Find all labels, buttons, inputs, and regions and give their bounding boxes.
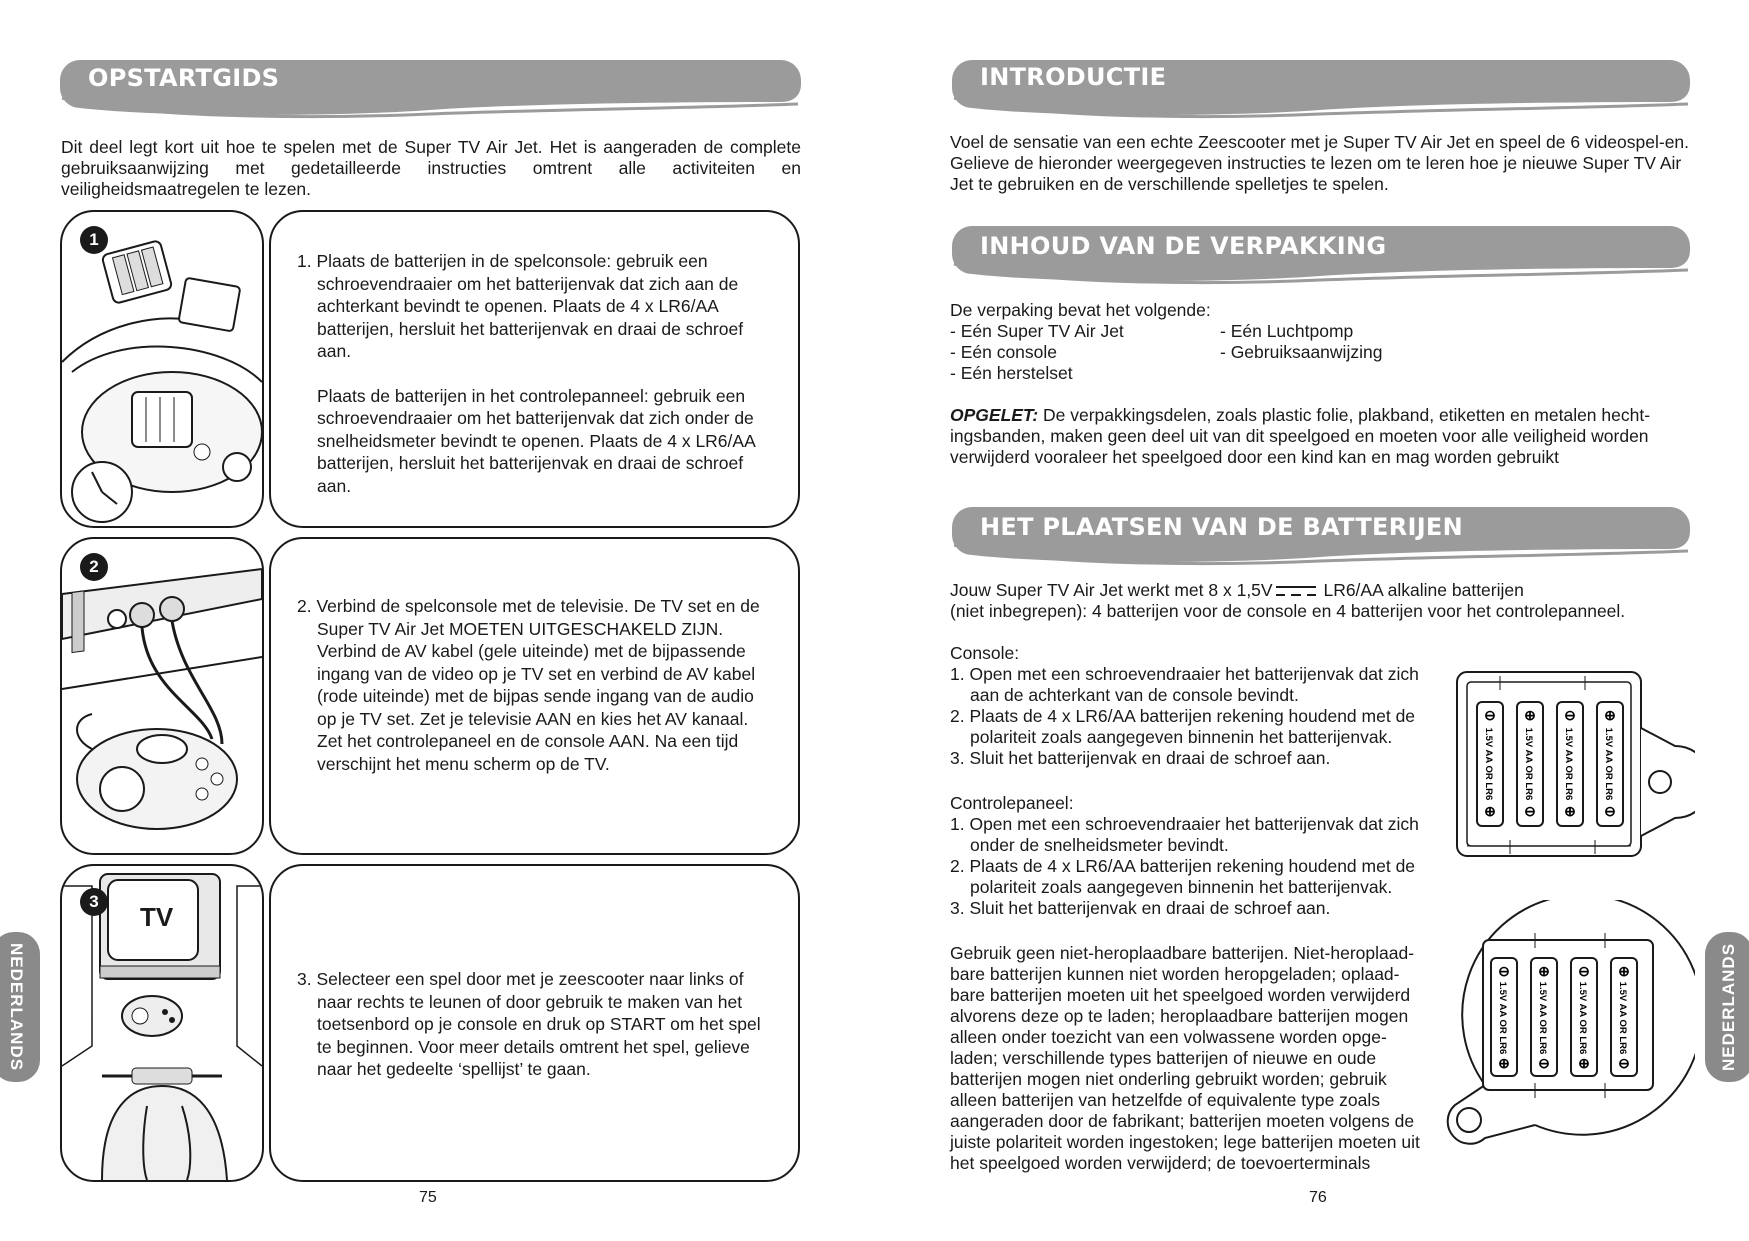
battery-label: 1.5V AA OR LR6 <box>1537 981 1548 1055</box>
inhoud-list-col2 <box>1220 321 1520 363</box>
svg-text:⊖: ⊖ <box>1538 1055 1550 1071</box>
step3-text-box <box>269 864 800 1182</box>
step1-paragraph-2: Plaats de batterijen in het controlepanneel: gebruik een schroevendraaier om het batterijenvak dat zich onder de snelheidsmeter bevindt te openen. Plaats de 4 x LR6/AA batterijen, hersluit het batterijenvak en draai de schroef aan. <box>317 385 755 496</box>
svg-text:⊖: ⊖ <box>1618 1055 1630 1071</box>
svg-text:⊕: ⊕ <box>1524 707 1536 723</box>
header-inhoud <box>950 224 1692 286</box>
svg-text:⊕: ⊕ <box>1498 1055 1510 1071</box>
inhoud-item: - Eén Super TV Air Jet <box>950 321 1124 341</box>
side-tab-left-label: NEDERLANDS <box>7 942 26 1072</box>
svg-text:⊕: ⊕ <box>1564 803 1576 819</box>
step3-text <box>297 968 777 1081</box>
battery-label: 1.5V AA OR LR6 <box>1617 981 1628 1055</box>
battery-cell <box>1611 958 1637 1076</box>
svg-text:⊖: ⊖ <box>1484 707 1496 723</box>
battery-warning: Gebruik geen niet-heroplaadbare batterijen. Niet-heroplaad-bare batterijen kunnen niet worden heropgeladen; oplaad-bare batterijen moeten uit het speelgoed worden verwijderd alvorens deze op te laden; heroplaadbare batterijen mogen alleen onder toezicht van een volwassene worden opge-laden; verschillende types batterijen of nieuwe en oude batterijen mogen niet onderling gebruikt worden; gebruik alleen batterijen van hetzelfde of equivalente type zoals aangeraden door de fabrikant; batterijen moeten volgens de juiste polariteit worden ingestoken; lege batterijen moeten uit het speelgoed worden verwijderd; de toevoerterminals <box>950 943 1420 1173</box>
step3-badge: 3 <box>80 888 108 916</box>
side-tab-left <box>0 932 40 1082</box>
warning-text: De verpakkingsdelen, zoals plastic folie, plakband, etiketten en metalen hecht-ingsbanden, maken geen deel uit van dit speelgoed en moeten voor alle veiligheid worden verwijderd vooraleer het speelgoed door een kind kan en mag worden gebruikt <box>950 405 1651 467</box>
battery-label: 1.5V AA OR LR6 <box>1497 981 1508 1055</box>
page-title: OPSTARTGIDS <box>88 64 280 92</box>
step1-paragraph-1: 1. Plaats de batterijen in de spelconsole: gebruik een schroevendraaier om het batterijenvak dat zich aan de achterkant bevindt te openen. Plaats de 4 x LR6/AA batterijen, hersluit het batterijenvak en draai de schroef aan. <box>297 251 744 361</box>
batterijen-line1-b: LR6/AA alkaline batterijen <box>1318 580 1524 600</box>
inhoud-list-col1 <box>950 321 1220 384</box>
step2-illustration-box <box>60 537 264 855</box>
battery-label: 1.5V AA OR LR6 <box>1577 981 1588 1055</box>
inhoud-lead: De verpaking bevat het volgende: <box>950 300 1211 320</box>
svg-text:⊖: ⊖ <box>1604 803 1616 819</box>
battery-cell <box>1477 702 1503 826</box>
svg-text:⊕: ⊕ <box>1618 963 1630 979</box>
step1-text-box <box>269 210 800 528</box>
panel-step: 1. Open met een schroevendraaier het batterijenvak dat zich onder de snelheidsmeter bevindt. <box>950 814 1419 855</box>
panel-battery-diagram <box>1425 900 1695 1150</box>
battery-label: 1.5V AA OR LR6 <box>1483 727 1494 801</box>
svg-text:⊖: ⊖ <box>1524 803 1536 819</box>
svg-text:⊕: ⊕ <box>1484 803 1496 819</box>
svg-text:⊖: ⊖ <box>1564 707 1576 723</box>
battery-compartment-illustration <box>62 212 262 526</box>
battery-cell <box>1557 702 1583 826</box>
console-title: Console: <box>950 643 1020 663</box>
svg-text:⊖: ⊖ <box>1578 963 1590 979</box>
console-section <box>950 643 1435 769</box>
introductie-text: Voel de sensatie van een echte Zeescooter met je Super TV Air Jet en speel de 6 videospel-en. Gelieve de hieronder weergegeven instructies te lezen om te leren hoe je nieuwe Super TV Air Jet te gebruiken en de verschillende spelletjes te spelen. <box>950 132 1690 194</box>
panel-step: 2. Plaats de 4 x LR6/AA batterijen rekening houdend met de polariteit zoals aangegeven binnenin het batterijenvak. <box>950 856 1416 897</box>
svg-text:⊖: ⊖ <box>1498 963 1510 979</box>
battery-label: 1.5V AA OR LR6 <box>1563 727 1574 801</box>
av-cable-illustration <box>62 539 262 853</box>
step1-badge: 1 <box>80 226 108 254</box>
step2-paragraph-1: 2. Verbind de spelconsole met de televisie. De TV set en de Super TV Air Jet MOETEN UITGESCHAKELD ZIJN. Verbind de AV kabel (gele uiteinde) met de bijpassende ingang van de video op je TV set en verbind de AV kabel (rode uiteinde) met de bijpas sende ingang van de audio op je TV set. Zet je televisie AAN en kies het AV kanaal. Zet het controlepaneel en de console AAN. Na een tijd verschijnt het menu scherm op de TV. <box>297 596 760 774</box>
step3-paragraph-1: 3. Selecteer een spel door met je zeescooter naar links of naar rechts te leunen of door gebruik te maken van het toetsenbord op je console en druk op START om het spel te beginnen. Voor meer details omtrent het spel, gelieve naar het gedeelte ‘spellijst’ te gaan. <box>297 969 761 1079</box>
header-introductie <box>950 58 1692 120</box>
step3-illustration-box <box>60 864 264 1182</box>
batterijen-line2: (niet inbegrepen): 4 batterijen voor de console en 4 batterijen voor het controlepanneel. <box>950 601 1626 621</box>
batterijen-title: HET PLAATSEN VAN DE BATTERIJEN <box>980 513 1464 541</box>
header-batterijen <box>950 505 1692 567</box>
step2-badge: 2 <box>80 553 108 581</box>
battery-cell <box>1517 702 1543 826</box>
intro-text: Dit deel legt kort uit hoe te spelen met de Super TV Air Jet. Het is aangeraden de complete gebruiksaanwijzing met gedetailleerde instructies omtrent alle activiteiten en veiligheidsmaatregelen te lezen. <box>61 137 801 199</box>
battery-cell <box>1491 958 1517 1076</box>
battery-label: 1.5V AA OR LR6 <box>1523 727 1534 801</box>
side-tab-right-label: NEDERLANDS <box>1719 942 1738 1072</box>
batterijen-line1-a: Jouw Super TV Air Jet werkt met 8 x 1,5V <box>950 580 1273 600</box>
page-number-right: 76 <box>1309 1189 1327 1206</box>
introductie-title: INTRODUCTIE <box>980 63 1167 91</box>
step1-text <box>297 250 777 497</box>
inhoud-item: - Eén console <box>950 342 1058 362</box>
dc-symbol-icon <box>1275 584 1317 598</box>
step1-illustration-box <box>60 210 264 528</box>
page-number-left: 75 <box>419 1189 437 1206</box>
battery-cell <box>1597 702 1623 826</box>
svg-text:⊕: ⊕ <box>1538 963 1550 979</box>
step2-text <box>297 595 777 775</box>
inhoud-title: INHOUD VAN DE VERPAKKING <box>980 232 1387 260</box>
side-tab-right <box>1705 932 1749 1082</box>
panel-section <box>950 793 1435 919</box>
tv-screen-label: TV <box>140 902 174 932</box>
battery-label: 1.5V AA OR LR6 <box>1603 727 1614 801</box>
console-step: 1. Open met een schroevendraaier het batterijenvak dat zich aan de achterkant van de console bevindt. <box>950 664 1419 705</box>
battery-cell <box>1571 958 1597 1076</box>
step2-text-box <box>269 537 800 855</box>
battery-cell <box>1531 958 1557 1076</box>
console-step: 3. Sluit het batterijenvak en draai de schroef aan. <box>950 748 1331 768</box>
svg-text:⊕: ⊕ <box>1604 707 1616 723</box>
panel-step: 3. Sluit het batterijenvak en draai de schroef aan. <box>950 898 1331 918</box>
inhoud-item: - Eén herstelset <box>950 363 1073 383</box>
console-step: 2. Plaats de 4 x LR6/AA batterijen rekening houdend met de polariteit zoals aangegeven binnenin het batterijenvak. <box>950 706 1416 747</box>
panel-title: Controlepaneel: <box>950 793 1074 813</box>
svg-text:⊕: ⊕ <box>1578 1055 1590 1071</box>
inhoud-warning <box>950 405 1690 468</box>
console-battery-diagram <box>1455 668 1695 868</box>
warning-label: OPGELET: <box>950 405 1039 425</box>
header-opstartgids <box>58 58 803 120</box>
batterijen-intro <box>950 580 1690 622</box>
inhoud-item: - Eén Luchtpomp <box>1220 321 1354 341</box>
inhoud-item: - Gebruiksaanwijzing <box>1220 342 1383 362</box>
